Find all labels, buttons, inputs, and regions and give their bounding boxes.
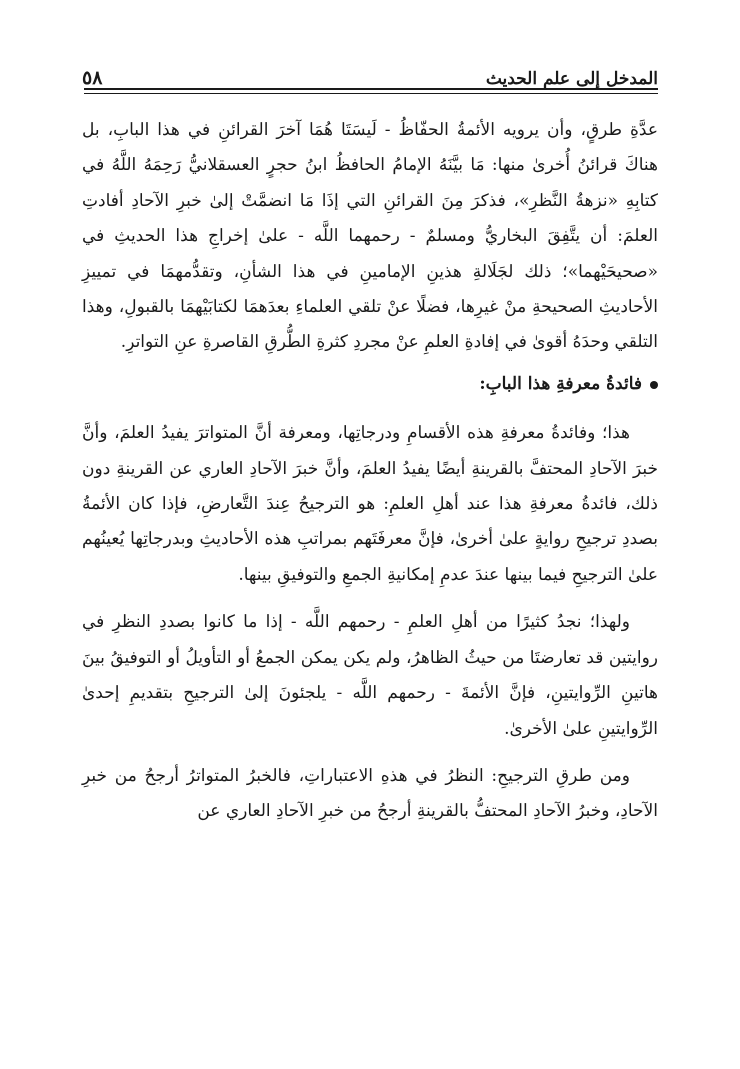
- section-heading-text: فائدةُ معرفةِ هذا البابِ:: [479, 373, 642, 394]
- paragraph-1: عدَّةِ طرقٍ، وأن يرويه الأئمةُ الحفّاظُ - لَيسَتَا هُمَا آخرَ القرائنِ في هذا البابِ، بل هناكَ قرائنُ أُخرىٰ منها: مَا بيَّنَهُ الإمامُ الحافظُ ابنُ حجرٍ العسقلانيُّ رَحِمَهُ اللَّهُ في كتابِهِ «نزهةُ النَّظرِ»، فذكرَ مِنَ القرائنِ التي إذَا مَا انضمَّتْ إلىٰ خبرِ الآحادِ أفادتِ العلمَ: أن يتَّفِقَ البخاريُّ ومسلمٌ - رحمهما اللَّه - علىٰ إخراجِ هذا الحديثِ في «صحيحَيْهما»؛ ذلك لجَلَالةِ هذينِ الإمامينِ في هذا الشأنِ، وتقدُّمهمَا في تمييزِ الأحاديثِ الصحيحةِ منْ غيرِها، فضلًا عنْ تلقي العلماءِ بعدَهمَا لكتابَيْهمَا بالقبولِ، وهذا التلقي وحدَهُ أقوىٰ في إفادةِ العلمِ عنْ مجردِ كثرةِ الطُّرقِ القاصرةِ عنِ التواترِ.: [82, 120, 658, 353]
- paragraph-4: ومن طرقِ الترجيحِ: النظرُ في هذهِ الاعتباراتِ، فالخبرُ المتواترُ أرجحُ من خبرِ الآحادِ، وخبرُ الآحادِ المحتفُّ بالقرينةِ أرجحُ من خبرِ الآحادِ العاري عن: [82, 765, 658, 822]
- page-body: [82, 113, 658, 830]
- header-title: المدخل إلى علم الحديث: [485, 69, 658, 89]
- bullet-icon: [650, 381, 658, 389]
- paragraph-3: ولهذا؛ نجدُ كثيرًا من أهلِ العلمِ - رحمهم اللَّه - إذا ما كانوا بصددِ النظرِ في روايتين قد تعارضتَا من حيثُ الظاهرُ، ولم يكن يمكن الجمعُ أو التأويلُ أو التوفيقُ بينَ هاتينِ الرِّوايتينِ، فإنَّ الأئمةَ - رحمهم اللَّه - يلجئونَ إلىٰ الترجيحِ بتقديمِ إحدىٰ الرِّوايتينِ علىٰ الأخرىٰ.: [82, 612, 658, 739]
- header-rule-thin: [84, 93, 658, 94]
- paragraph-2: هذا؛ وفائدةُ معرفةِ هذه الأقسامِ ودرجاتِها، ومعرفة أنَّ المتواترَ يفيدُ العلمَ، وأنَّ خبرَ الآحادِ المحتفَّ بالقرينةِ أيضًا يفيدُ العلمَ، وأنَّ خبرَ الآحادِ العاري عن القرينةِ دون ذلك، فائدةُ معرفةِ هذا عند أهلِ العلمِ: هو الترجيحُ عِندَ التَّعارضِ، فإذا كان الأئمةُ بصددِ ترجيحِ روايةٍ علىٰ أخرىٰ، فإنَّ معرفَتَهم بمراتبِ هذه الأحاديثِ وبدرجاتِها يُعينُهم علىٰ الترجيحِ فيما بينها عندَ عدمِ إمكانيةِ الجمعِ والتوفيقِ بينها.: [82, 423, 658, 585]
- header-rule-thick: [84, 88, 658, 90]
- running-header: [82, 52, 658, 92]
- section-heading: [82, 367, 658, 402]
- page-number: ٥٨: [82, 67, 103, 89]
